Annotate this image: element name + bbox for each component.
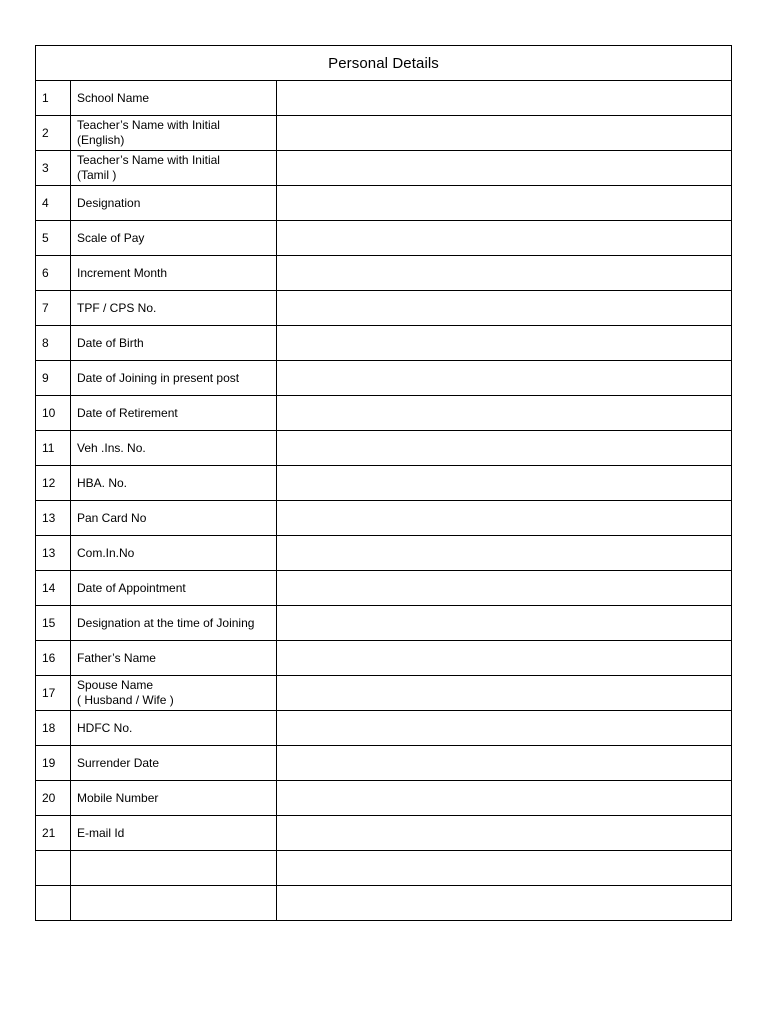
table-row [36, 291, 732, 326]
field-label [71, 116, 277, 151]
row-number [36, 886, 71, 921]
row-number: 13 [36, 536, 71, 571]
field-value-cell[interactable] [277, 431, 732, 466]
row-number: 20 [36, 781, 71, 816]
row-number: 8 [36, 326, 71, 361]
table-row [36, 501, 732, 536]
field-label [71, 81, 277, 116]
field-label-line: Veh .Ins. No. [77, 440, 146, 455]
table-row [36, 116, 732, 151]
row-number: 3 [36, 151, 71, 186]
table-row [36, 886, 732, 921]
title-row [36, 46, 732, 81]
table-row [36, 151, 732, 186]
field-value-cell[interactable] [277, 886, 732, 921]
row-number [36, 851, 71, 886]
row-number: 21 [36, 816, 71, 851]
field-label-line: Designation at the time of Joining [77, 615, 255, 630]
form-title: Personal Details [36, 46, 732, 81]
row-number: 18 [36, 711, 71, 746]
field-label [71, 361, 277, 396]
row-number: 10 [36, 396, 71, 431]
field-label [71, 711, 277, 746]
field-label-line: ( Husband / Wife ) [77, 693, 174, 707]
row-number: 19 [36, 746, 71, 781]
field-label [71, 886, 277, 921]
table-row [36, 431, 732, 466]
field-label-line: Surrender Date [77, 755, 160, 770]
row-number: 12 [36, 466, 71, 501]
table-row [36, 326, 732, 361]
field-value-cell[interactable] [277, 151, 732, 186]
field-label [71, 501, 277, 536]
table-row [36, 256, 732, 291]
field-label-line: Designation [77, 195, 141, 210]
field-label-line: HDFC No. [77, 720, 133, 735]
row-number: 1 [36, 81, 71, 116]
field-label-line: Teacher’s Name with Initial [77, 153, 220, 167]
table-row [36, 676, 732, 711]
row-number: 2 [36, 116, 71, 151]
row-number: 13 [36, 501, 71, 536]
table-row [36, 781, 732, 816]
field-value-cell[interactable] [277, 746, 732, 781]
field-label [71, 151, 277, 186]
field-label-line: TPF / CPS No. [77, 300, 157, 315]
field-label [71, 466, 277, 501]
field-value-cell[interactable] [277, 501, 732, 536]
field-label-line: Date of Birth [77, 335, 144, 350]
table-row [36, 641, 732, 676]
field-value-cell[interactable] [277, 641, 732, 676]
table-row [36, 746, 732, 781]
field-value-cell[interactable] [277, 291, 732, 326]
table-row [36, 361, 732, 396]
field-value-cell[interactable] [277, 256, 732, 291]
field-label-line: Pan Card No [77, 510, 147, 525]
row-number: 17 [36, 676, 71, 711]
row-number: 5 [36, 221, 71, 256]
field-value-cell[interactable] [277, 536, 732, 571]
field-label [71, 431, 277, 466]
field-value-cell[interactable] [277, 221, 732, 256]
row-number: 11 [36, 431, 71, 466]
field-label [71, 641, 277, 676]
table-row [36, 396, 732, 431]
row-number: 9 [36, 361, 71, 396]
table-row [36, 816, 732, 851]
field-label-line: Date of Appointment [77, 580, 186, 595]
field-label [71, 676, 277, 711]
field-value-cell[interactable] [277, 816, 732, 851]
table-row [36, 851, 732, 886]
field-value-cell[interactable] [277, 851, 732, 886]
field-value-cell[interactable] [277, 606, 732, 641]
field-label [71, 186, 277, 221]
field-label [71, 536, 277, 571]
row-number: 16 [36, 641, 71, 676]
field-label-line: Teacher’s Name with Initial [77, 118, 220, 132]
field-value-cell[interactable] [277, 326, 732, 361]
field-value-cell[interactable] [277, 711, 732, 746]
table-row [36, 606, 732, 641]
field-value-cell[interactable] [277, 116, 732, 151]
personal-details-table [35, 45, 732, 921]
field-label-line: Spouse Name [77, 678, 154, 692]
field-value-cell[interactable] [277, 466, 732, 501]
field-label [71, 746, 277, 781]
field-label-line: Date of Retirement [77, 405, 178, 420]
field-value-cell[interactable] [277, 361, 732, 396]
table-row [36, 571, 732, 606]
field-value-cell[interactable] [277, 186, 732, 221]
field-value-cell[interactable] [277, 781, 732, 816]
field-label [71, 256, 277, 291]
field-label [71, 571, 277, 606]
row-number: 6 [36, 256, 71, 291]
field-label-line: Scale of Pay [77, 230, 145, 245]
field-label-line: HBA. No. [77, 475, 128, 490]
field-label [71, 606, 277, 641]
field-label-line: (Tamil ) [77, 168, 117, 182]
field-label [71, 816, 277, 851]
field-label-line: Mobile Number [77, 790, 159, 805]
field-value-cell[interactable] [277, 571, 732, 606]
field-label [71, 291, 277, 326]
table-body [36, 46, 732, 921]
field-label-line: Date of Joining in present post [77, 370, 240, 385]
field-label-line: Father’s Name [77, 650, 156, 665]
field-label-line: Increment Month [77, 265, 168, 280]
field-label-line: School Name [77, 90, 150, 105]
field-value-cell[interactable] [277, 396, 732, 431]
field-label [71, 851, 277, 886]
table-row [36, 711, 732, 746]
field-label-line: Com.In.No [77, 545, 135, 560]
row-number: 15 [36, 606, 71, 641]
field-label-line: E-mail Id [77, 825, 125, 840]
field-value-cell[interactable] [277, 81, 732, 116]
field-label [71, 326, 277, 361]
row-number: 14 [36, 571, 71, 606]
table-row [36, 221, 732, 256]
field-label [71, 221, 277, 256]
field-label-line: (English) [77, 133, 125, 147]
field-label [71, 781, 277, 816]
table-row [36, 466, 732, 501]
table-row [36, 81, 732, 116]
table-row [36, 536, 732, 571]
row-number: 7 [36, 291, 71, 326]
field-value-cell[interactable] [277, 676, 732, 711]
table-row [36, 186, 732, 221]
field-label [71, 396, 277, 431]
row-number: 4 [36, 186, 71, 221]
